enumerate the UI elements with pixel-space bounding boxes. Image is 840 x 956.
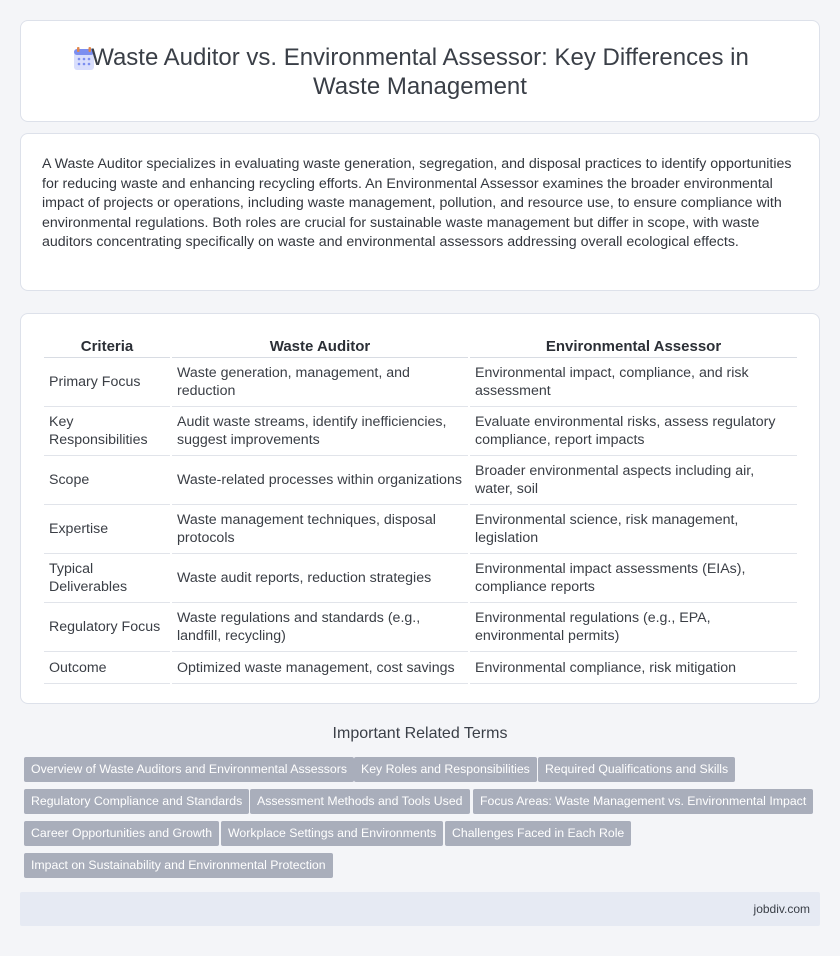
page-title: Waste Auditor vs. Environmental Assessor: Key Differences in Waste Management — [91, 44, 749, 100]
environmental-assessor-cell: Environmental compliance, risk mitigation — [470, 652, 797, 684]
table-row — [44, 652, 797, 684]
related-term-tag[interactable]: Career Opportunities and Growth — [24, 821, 219, 846]
footer — [20, 892, 820, 926]
environmental-assessor-cell: Environmental impact, compliance, and risk assessment — [470, 358, 797, 407]
environmental-assessor-cell: Evaluate environmental risks, assess regulatory compliance, report impacts — [470, 407, 797, 456]
criteria-cell: Primary Focus — [44, 358, 170, 407]
criteria-cell: Regulatory Focus — [44, 603, 170, 652]
intro-paragraph: A Waste Auditor specializes in evaluating waste generation, segregation, and disposal practices to identify opportunities for reducing waste and enhancing recycling efforts. An Environmental Assessor examines the broader environmental impact of projects or operations, including waste management, pollution, and resource use, to ensure compliance with environmental regulations. Both roles are crucial for sustainable waste management but differ in scope, with waste auditors concentrating specifically on waste and environmental assessors addressing overall ecological effects. — [42, 156, 792, 251]
related-term-tag[interactable]: Challenges Faced in Each Role — [445, 821, 631, 846]
header-environmental-assessor: Environmental Assessor — [470, 334, 797, 358]
waste-auditor-cell: Waste management techniques, disposal protocols — [172, 505, 468, 554]
header-card — [20, 20, 820, 122]
waste-auditor-cell: Optimized waste management, cost savings — [172, 652, 468, 684]
table-row — [44, 603, 797, 652]
related-terms-heading: Important Related Terms — [332, 725, 508, 742]
criteria-cell: Typical Deliverables — [44, 554, 170, 603]
table-row — [44, 505, 797, 554]
waste-auditor-cell: Waste audit reports, reduction strategies — [172, 554, 468, 603]
intro-card — [20, 133, 820, 291]
related-term-tag[interactable]: Overview of Waste Auditors and Environmental Assessors — [24, 757, 354, 782]
comparison-table-card — [20, 313, 820, 704]
criteria-cell: Scope — [44, 456, 170, 505]
environmental-assessor-cell: Environmental regulations (e.g., EPA, environmental permits) — [470, 603, 797, 652]
waste-auditor-cell: Waste regulations and standards (e.g., landfill, recycling) — [172, 603, 468, 652]
waste-auditor-cell: Waste generation, management, and reduction — [172, 358, 468, 407]
criteria-cell: Outcome — [44, 652, 170, 684]
criteria-cell: Expertise — [44, 505, 170, 554]
related-term-tag[interactable]: Impact on Sustainability and Environmental Protection — [24, 853, 333, 878]
header-waste-auditor: Waste Auditor — [172, 334, 468, 358]
waste-auditor-cell: Audit waste streams, identify inefficiencies, suggest improvements — [172, 407, 468, 456]
related-term-tag[interactable]: Workplace Settings and Environments — [221, 821, 443, 846]
related-term-tag[interactable]: Key Roles and Responsibilities — [354, 757, 537, 782]
table-row — [44, 456, 797, 505]
footer-site-link[interactable]: jobdiv.com — [753, 902, 810, 916]
waste-auditor-cell: Waste-related processes within organizations — [172, 456, 468, 505]
table-row — [44, 407, 797, 456]
criteria-cell: Key Responsibilities — [44, 407, 170, 456]
environmental-assessor-cell: Broader environmental aspects including air, water, soil — [470, 456, 797, 505]
environmental-assessor-cell: Environmental science, risk management, legislation — [470, 505, 797, 554]
related-term-tag[interactable]: Regulatory Compliance and Standards — [24, 789, 249, 814]
related-term-tag[interactable]: Required Qualifications and Skills — [538, 757, 735, 782]
related-term-tag[interactable]: Focus Areas: Waste Management vs. Environmental Impact — [473, 789, 813, 814]
related-term-tag[interactable]: Assessment Methods and Tools Used — [250, 789, 470, 814]
environmental-assessor-cell: Environmental impact assessments (EIAs), compliance reports — [470, 554, 797, 603]
header-criteria: Criteria — [44, 334, 170, 358]
table-header-row — [44, 334, 797, 358]
table-row — [44, 554, 797, 603]
table-row — [44, 358, 797, 407]
comparison-table — [42, 334, 799, 684]
